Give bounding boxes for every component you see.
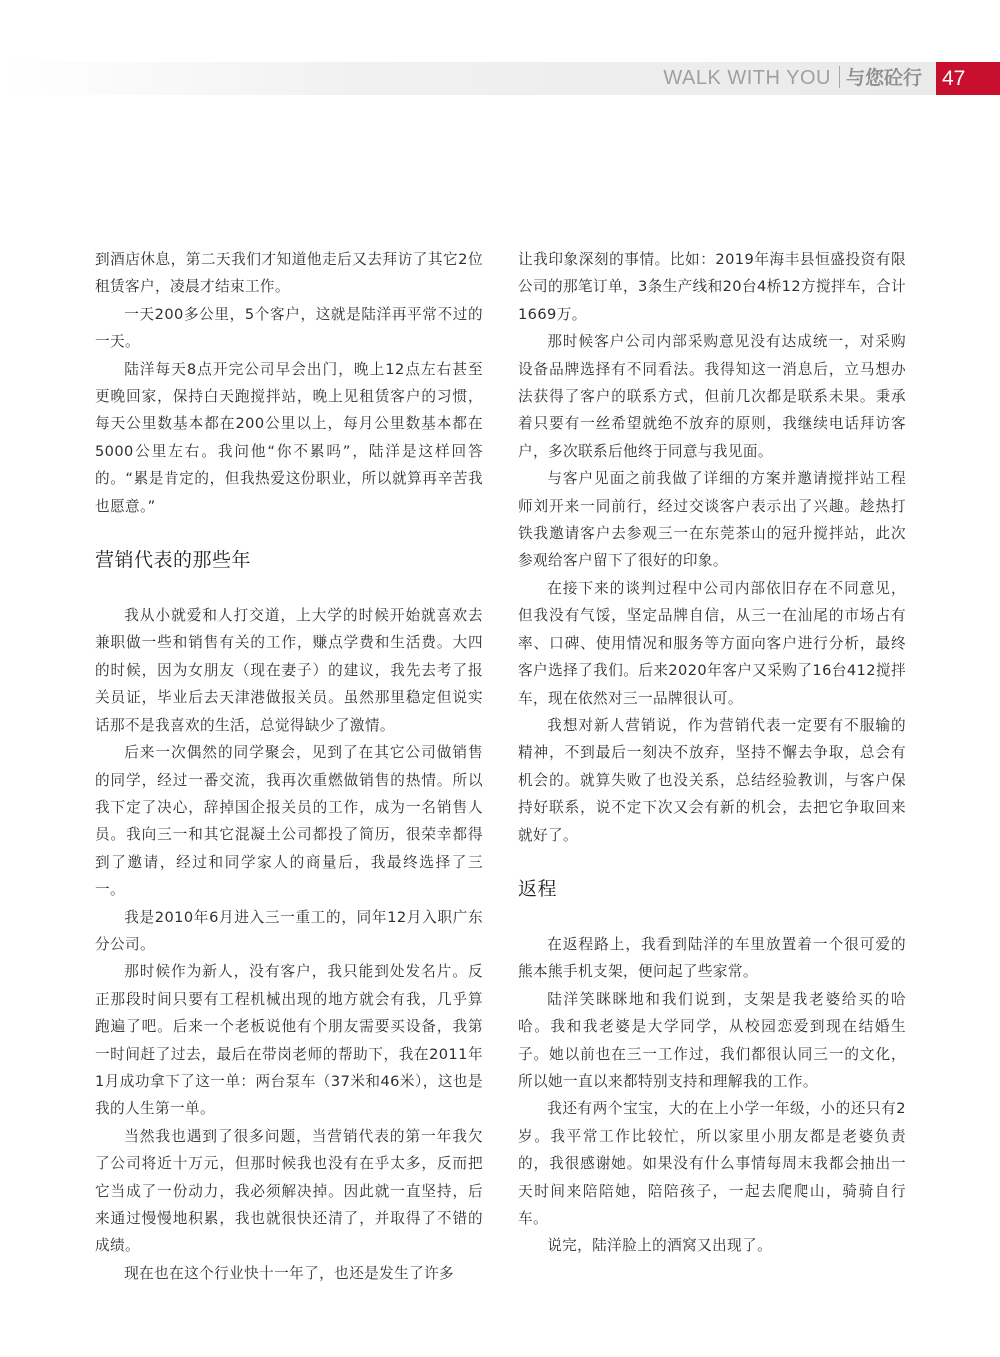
paragraph: 在返程路上，我看到陆洋的车里放置着一个很可爱的熊本熊手机支架，便问起了些家常。: [518, 935, 906, 981]
spacer: [95, 520, 483, 546]
paragraph: 我是2010年6月进入三一重工的，同年12月入职广东分公司。: [95, 908, 483, 953]
spacer: [95, 574, 483, 602]
paragraph: 说完，陆洋脸上的酒窝又出现了。: [547, 1237, 773, 1255]
header-title: 与您砼行: [845, 67, 922, 89]
spacer: [518, 849, 906, 875]
paragraph: 当然我也遇到了很多问题，当营销代表的第一年我欠了公司将近十万元，但那时候我也没有在乎太多，反而把它当成了一份动力，我必须解决掉。因此就一直坚持，后来通过慢慢地积累，我也就很快还清了，并取得了不错的成绩。: [95, 1127, 483, 1255]
paragraph: 我还有两个宝宝，大的在上小学一年级，小的还只有2岁。我平常工作比较忙，所以家里小朋友都是老婆负责的，我很感谢她。如果没有什么事情每周末我都会抽出一天时间来陪陪她，陪陪孩子，一起去爬爬山，骑骑自行车。: [518, 1100, 906, 1227]
section-heading: 返程: [518, 877, 558, 900]
paragraph: 在接下来的谈判过程中公司内部依旧存在不同意见，但我没有气馁，坚定品牌自信，从三一在汕尾的市场占有率、口碑、使用情况和服务等方面向客户进行分析，最终客户选择了我们。后来2020年客户又采购了16台412搅拌车，现在依然对三一品牌很认可。: [518, 579, 906, 707]
header-walk-text: WALK WITH YOU: [663, 67, 831, 89]
spacer: [518, 903, 906, 931]
paragraph: 我从小就爱和人打交道，上大学的时候开始就喜欢去兼职做一些和销售有关的工作，赚点学费和生活费。大四的时候，因为女朋友（现在妻子）的建议，我先去考了报关员证，毕业后去天津港做报关员。虽然那里稳定但说实话那不是我喜欢的生活，总觉得缺少了激情。: [95, 607, 483, 734]
paragraph: 现在也在这个行业快十一年了，也还是发生了许多: [124, 1264, 455, 1282]
paragraph: 陆洋每天8点开完公司早会出门，晚上12点左右甚至更晚回家，保持白天跑搅拌站，晚上见租赁客户的习惯，每天公里数基本都在200公里以上，每月公里数基本都在5000公里左右。我问他“你不累吗”，陆洋是这样回答的。“累是肯定的，但我热爱这份职业，所以就算再辛苦我也愿意。”: [95, 360, 483, 515]
paragraph: 一天200多公里，5个客户，这就是陆洋再平常不过的一天。: [95, 305, 483, 351]
page-number: 47: [936, 62, 1000, 95]
paragraph: 我想对新人营销说，作为营销代表一定要有不服输的精神，不到最后一刻决不放弃，坚持不懈去争取，总会有机会的。就算失败了也没关系，总结经验教训，与客户保持好联系，说不定下次又会有新的机会，去把它争取回来就好了。: [518, 716, 906, 844]
paragraph: 到酒店休息，第二天我们才知道他走后又去拜访了其它2位租赁客户，凌晨才结束工作。: [95, 251, 483, 296]
paragraph: 让我印象深刻的事情。比如：2019年海丰县恒盛投资有限公司的那笔订单，3条生产线和20台4桥12方搅拌车，合计1669万。: [518, 251, 906, 323]
paragraph: 陆洋笑眯眯地和我们说到，支架是我老婆给买的哈哈。我和我老婆是大学同学，从校园恋爱到现在结婚生子。她以前也在三一工作过，我们都很认同三一的文化，所以她一直以来都特别支持和理解我的工作。: [518, 990, 906, 1090]
paragraph: 那时候客户公司内部采购意见没有达成统一，对采购设备品牌选择有不同看法。我得知这一消息后，立马想办法获得了客户的联系方式，但前几次都是联系未果。秉承着只要有一丝希望就绝不放弃的原则，我继续电话拜访客户，多次联系后他终于同意与我见面。: [518, 333, 906, 460]
paragraph: 后来一次偶然的同学聚会，见到了在其它公司做销售的同学，经过一番交流，我再次重燃做销售的热情。所以我下定了决心，辞掉国企报关员的工作，成为一名销售人员。我向三一和其它混凝土公司都投了简历，很荣幸都得到了邀请，经过和同学家人的商量后，我最终选择了三一。: [95, 744, 483, 899]
paragraph: 与客户见面之前我做了详细的方案并邀请搅拌站工程师刘开来一同前行，经过交谈客户表示出了兴趣。趁热打铁我邀请客户去参观三一在东莞茶山的冠升搅拌站，此次参观给客户留下了很好的印象。: [518, 470, 906, 570]
right-column: [518, 246, 906, 1260]
paragraph: 那时候作为新人，没有客户，我只能到处发名片。反正那段时间只要有工程机械出现的地方就会有我，几乎算跑遍了吧。后来一个老板说他有个朋友需要买设备，我第一时间赶了过去，最后在带岗老师的帮助下，我在2011年1月成功拿下了这一单：两台泵车（37米和46米），这也是我的人生第一单。: [95, 963, 483, 1118]
running-header: [663, 62, 922, 95]
left-column: [95, 246, 483, 1287]
section-heading: 营销代表的那些年: [95, 549, 252, 572]
header-separator: [839, 66, 840, 88]
